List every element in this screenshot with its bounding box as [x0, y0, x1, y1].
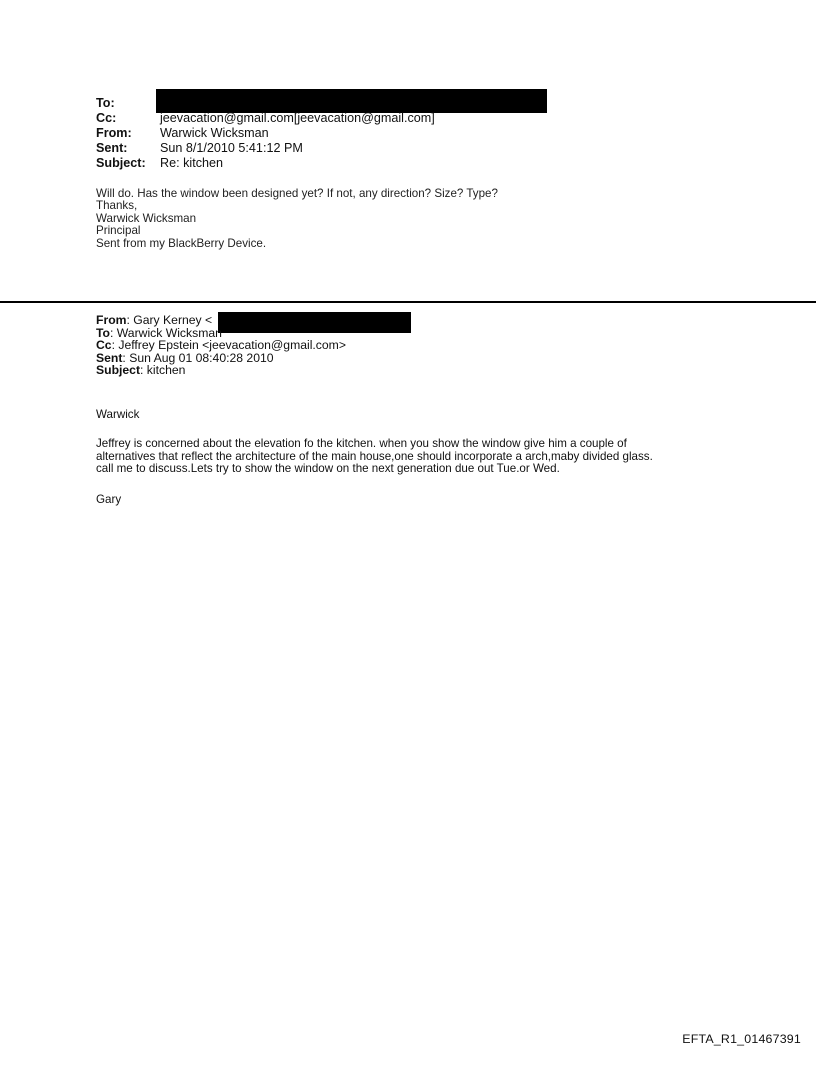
quoted-body-line: alternatives that reflect the architecture of the main house,one should incorporate a arch,maby divided glass.	[96, 449, 653, 463]
quoted-cc-value: : Jeffrey Epstein <jeevacation@gmail.com>	[111, 338, 346, 353]
quoted-from-label: From	[96, 313, 127, 327]
email-header	[96, 96, 566, 171]
cc-label: Cc:	[96, 111, 117, 125]
reply-line: Sent from my BlackBerry Device.	[96, 236, 267, 250]
reply-line: Thanks,	[96, 199, 138, 213]
quoted-sent-label: Sent	[96, 350, 123, 365]
to-label: To:	[96, 96, 115, 110]
reply-line: Principal	[96, 224, 141, 238]
subject-label: Subject:	[96, 156, 146, 170]
quoted-email-body	[96, 409, 653, 506]
sent-value: Sun 8/1/2010 5:41:12 PM	[160, 141, 303, 155]
quoted-greeting: Warwick	[96, 408, 140, 421]
sent-label: Sent:	[96, 141, 128, 155]
reply-line: Will do. Has the window been designed yet? If not, any direction? Size? Type?	[96, 187, 498, 200]
quoted-sent-value: : Sun Aug 01 08:40:28 2010	[122, 350, 274, 365]
subject-value: Re: kitchen	[160, 156, 223, 170]
quoted-to-value: : Warwick Wicksman	[109, 325, 222, 340]
from-label: From:	[96, 126, 132, 140]
quoted-subject-label: Subject	[96, 363, 141, 378]
cc-value: jeevacation@gmail.com[jeevacation@gmail.com]	[160, 111, 435, 125]
header-cc-row	[96, 111, 566, 126]
header-to-row	[96, 96, 566, 111]
from-value: Warwick Wicksman	[160, 126, 269, 140]
quoted-signoff: Gary	[96, 492, 122, 506]
reply-body	[96, 188, 498, 250]
header-subject-row	[96, 156, 566, 171]
quoted-cc-label: Cc	[96, 338, 112, 353]
quoted-subject-row	[96, 364, 346, 377]
reply-line: Warwick Wicksman	[96, 211, 197, 225]
quoted-body-line: Jeffrey is concerned about the elevation fo the kitchen. when you show the window give him a couple of	[96, 437, 627, 451]
header-from-row	[96, 126, 566, 141]
quoted-from-value: : Gary Kerney <	[126, 313, 213, 327]
document-id: EFTA_R1_01467391	[682, 1032, 801, 1046]
quoted-to-label: To	[96, 325, 110, 340]
quoted-subject-value: : kitchen	[140, 363, 186, 378]
message-divider	[0, 301, 816, 303]
quoted-body-line: call me to discuss.Lets try to show the window on the next generation due out Tue.or Wed.	[96, 462, 560, 476]
header-sent-row	[96, 141, 566, 156]
quoted-email-header	[96, 314, 346, 377]
